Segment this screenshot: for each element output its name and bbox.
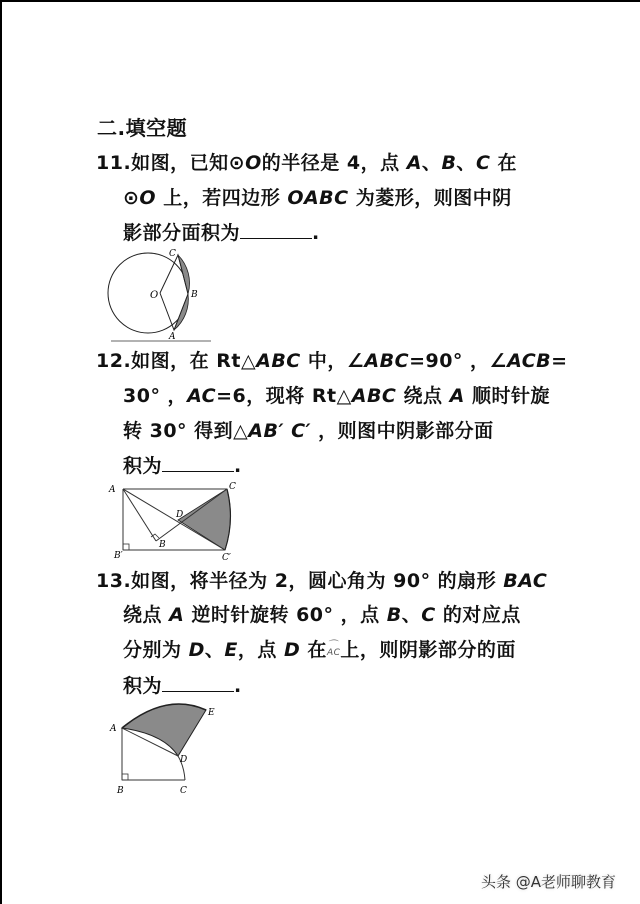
question-11-line-3: 影部分面积为 . [123,222,320,244]
question-13-line-1: 13.如图，将半径为 2，圆心角为 90° 的扇形 BAC [96,570,548,592]
question-11-line-2: ⊙O 上，若四边形 OABC 为菱形，则图中阴 [123,187,512,209]
page-frame-left [0,0,2,904]
answer-blank[interactable] [162,673,234,692]
question-12-line-3: 转 30° 得到△AB′ C′ ，则图中阴影部分面 [123,420,494,442]
question-12-line-4: 积为 . [123,455,242,477]
label-d: D [176,510,184,520]
label-a: A [169,332,176,342]
question-number: 11. [96,152,132,174]
question-12-line-2: 30° ，AC=6，现将 Rt△ABC 绕点 A 顺时针旋 [123,385,550,407]
question-13-line-2: 绕点 A 逆时针旋转 60° ，点 B、C 的对应点 [123,604,521,626]
question-13-line-4: 积为 . [123,675,242,697]
answer-blank[interactable] [162,453,234,472]
label-e: E [208,708,215,718]
question-12-line-1: 12.如图，在 Rt△ABC 中，∠ABC=90° ，∠ACB= [96,350,568,372]
arc-icon: ⌒ [326,640,338,651]
label-b-prime: B′ [114,551,123,561]
label-c: C [180,786,187,796]
label-a: A [110,724,117,734]
watermark: 头条 @A老师聊教育 [481,873,617,891]
answer-blank[interactable] [240,220,312,239]
label-b: B [117,786,124,796]
label-c-prime: C′ [222,553,231,563]
label-b: B [191,290,198,300]
question-13-line-3: 分别为 D、E，点 D 在 ⌒ AC上，则阴影部分的面 [123,638,516,666]
label-b: B [159,540,166,550]
page-frame-top [0,0,640,2]
label-o: O [150,290,159,301]
section-title: 二.填空题 [97,116,188,140]
label-d: D [180,755,188,765]
question-number: 12. [96,350,132,372]
label-a: A [109,485,116,495]
arc-ac-notation: ⌒ AC [327,641,340,665]
circle-rhombus-figure [106,246,216,344]
rotated-triangle-figure [106,480,251,564]
question-number: 13. [96,570,132,592]
label-c: C [169,249,176,259]
question-11-line-1: 11.如图，已知⊙O的半径是 4，点 A、B、C 在 [96,152,518,174]
rotated-sector-figure [106,700,226,800]
label-c: C [229,482,236,492]
